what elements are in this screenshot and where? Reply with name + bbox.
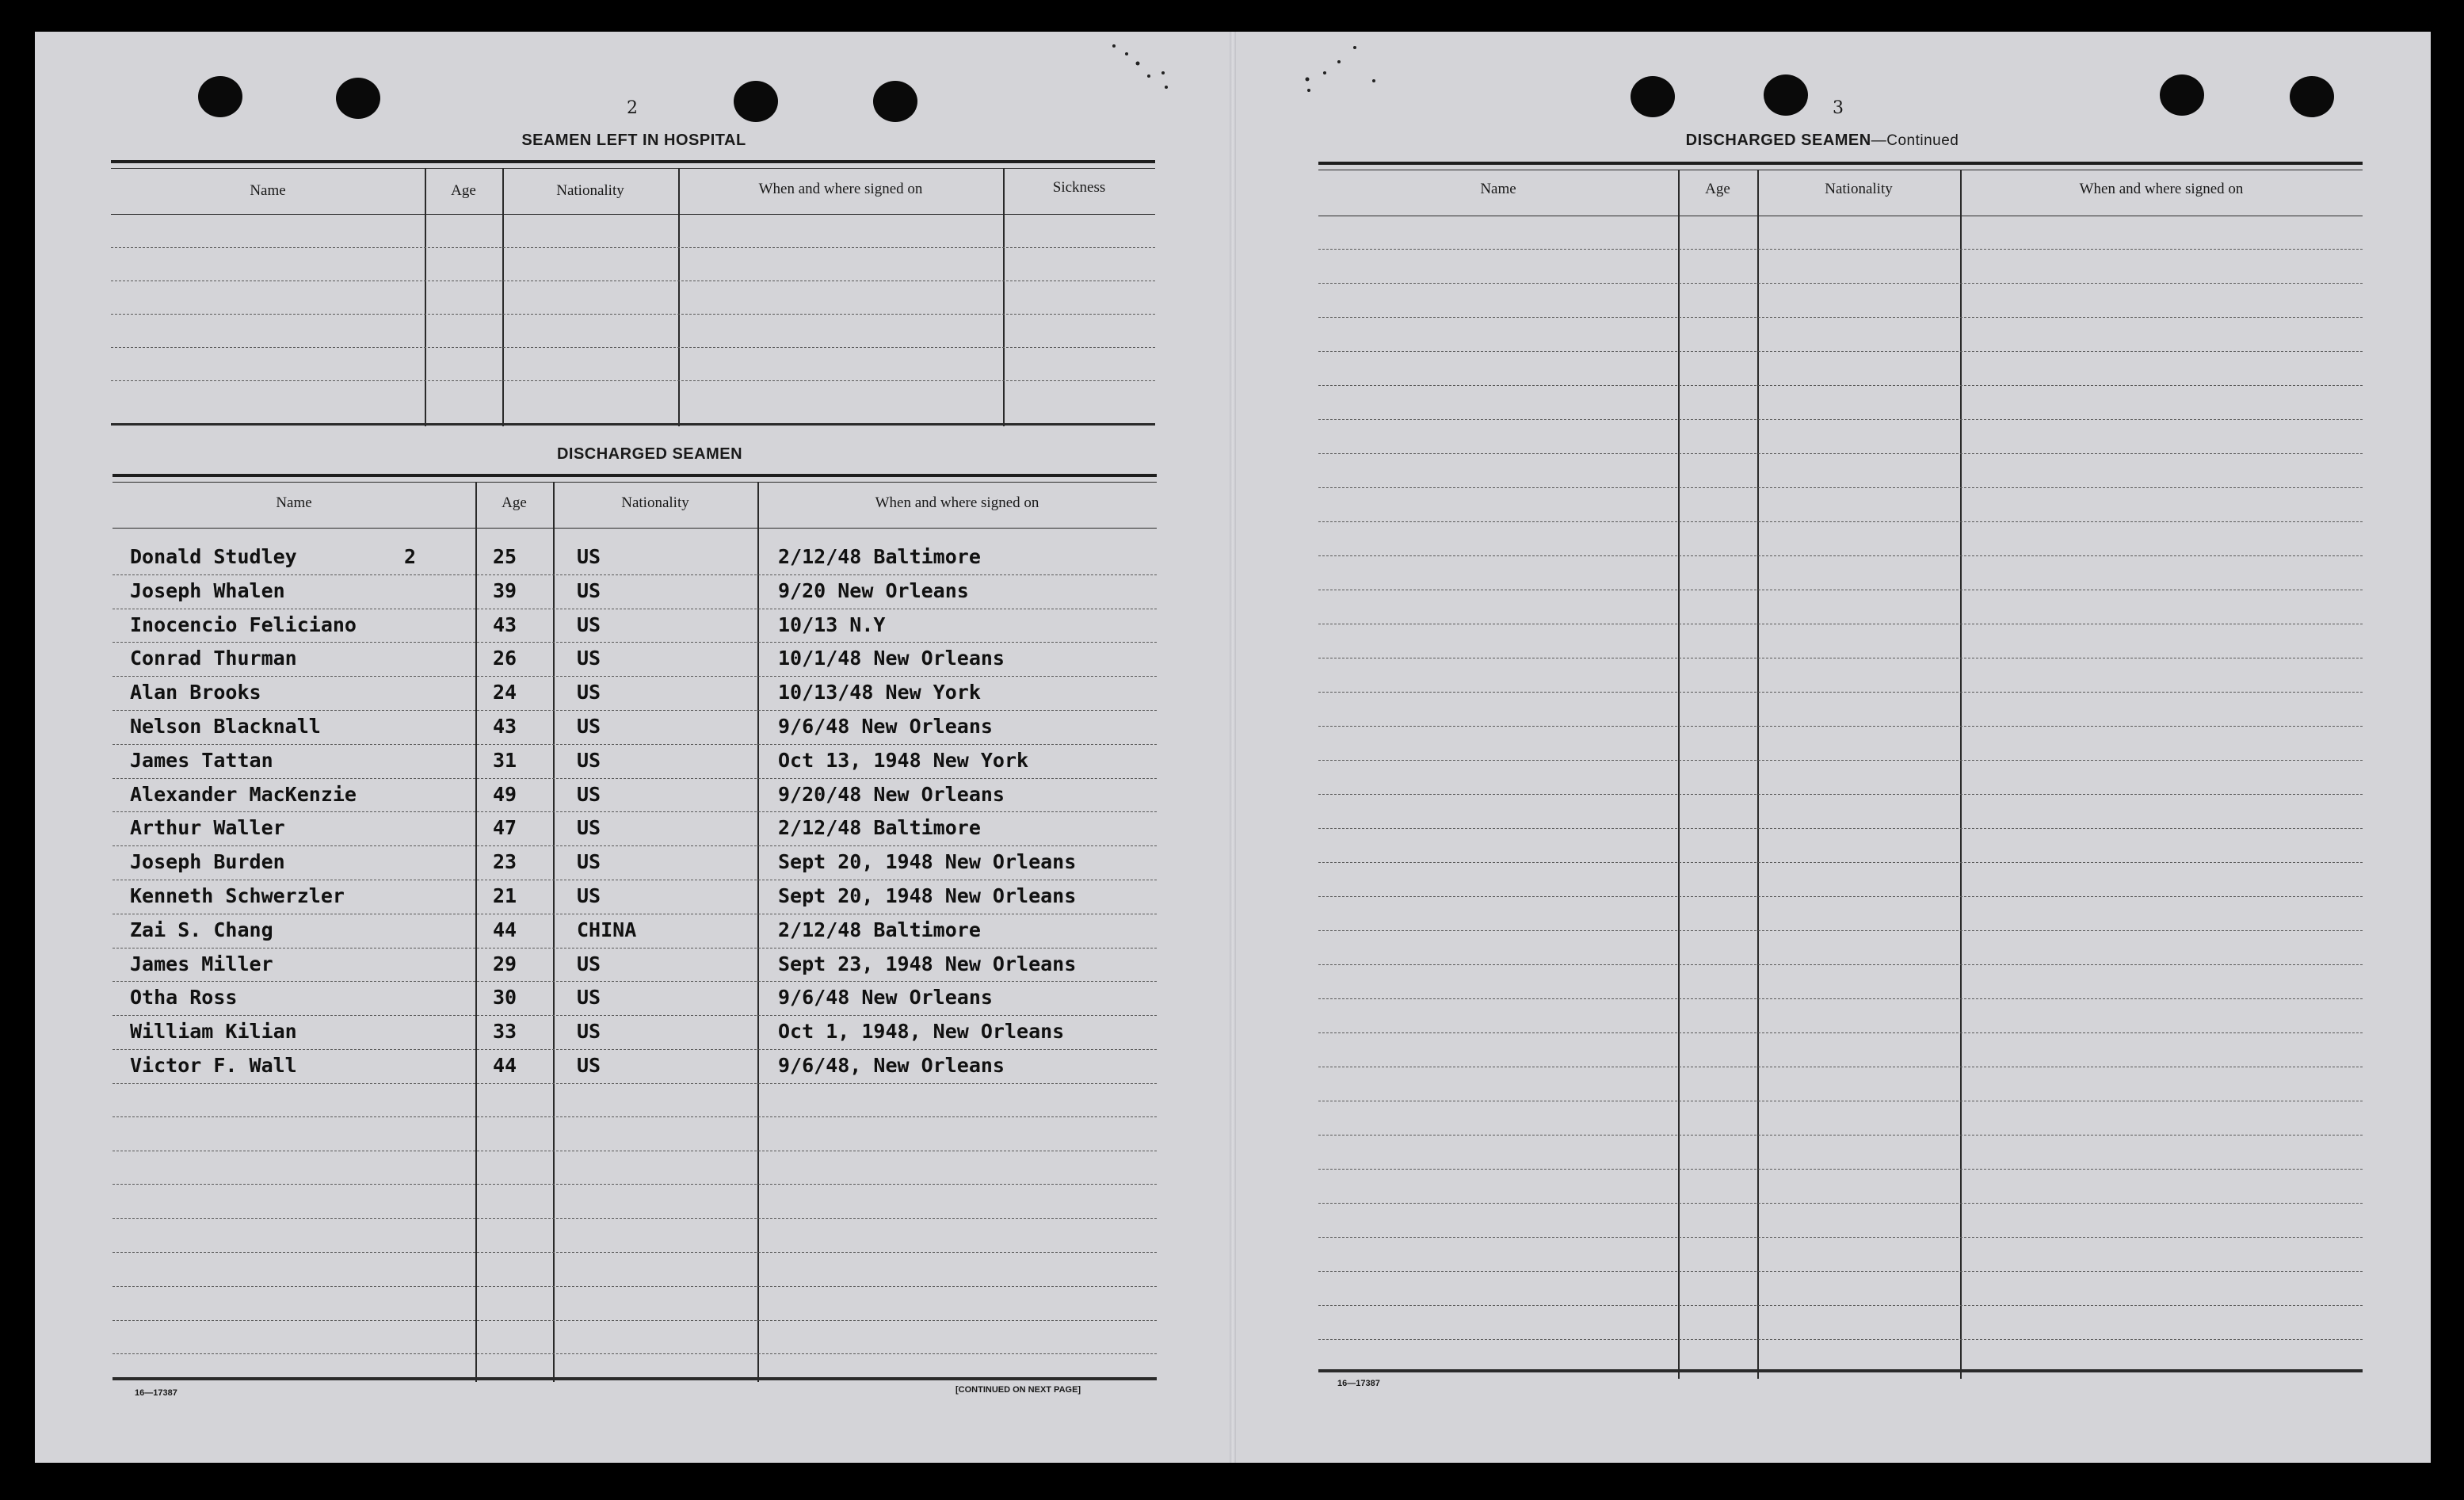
seaman-nationality: US: [577, 850, 601, 874]
seaman-signed-on: 2/12/48 Baltimore: [778, 918, 981, 941]
hospital-section-title: SEAMEN LEFT IN HOSPITAL: [521, 132, 746, 149]
seaman-name: James Tattan: [130, 748, 273, 772]
seaman-signed-on: 9/20/48 New Orleans: [778, 782, 1005, 806]
seaman-signed-on: 2/12/48 Baltimore: [778, 545, 981, 568]
seaman-age: 29: [493, 952, 517, 975]
seaman-age: 43: [493, 613, 517, 636]
table-row: [113, 578, 1157, 612]
seaman-age: 44: [493, 918, 517, 941]
punch-hole: [734, 81, 778, 122]
seaman-age: 26: [493, 647, 517, 670]
discharged-continued-suffix: —Continued: [1871, 132, 1959, 149]
seaman-nationality: US: [577, 884, 601, 907]
seaman-age: 33: [493, 1020, 517, 1044]
table-row: [113, 781, 1157, 815]
seaman-age: 43: [493, 715, 517, 738]
ink-specks: [1093, 35, 1394, 98]
punch-hole: [1631, 76, 1675, 117]
seaman-age: 47: [493, 816, 517, 840]
seaman-nationality: US: [577, 986, 601, 1010]
seaman-name: Donald Studley: [130, 545, 297, 568]
seaman-name: Conrad Thurman: [130, 647, 297, 670]
table-row: [113, 1052, 1157, 1086]
seaman-signed-on: 9/6/48 New Orleans: [778, 715, 993, 738]
seaman-age: 39: [493, 578, 517, 602]
table-row: [113, 645, 1157, 679]
discharged-continued-table: [1318, 158, 2363, 1371]
table-row: [113, 1018, 1157, 1052]
seaman-age: 23: [493, 850, 517, 874]
seaman-name: Victor F. Wall: [130, 1054, 297, 1077]
table-row: [113, 849, 1157, 883]
punch-hole: [873, 81, 917, 122]
table-row: [113, 679, 1157, 713]
seaman-name: James Miller: [130, 952, 273, 975]
discharged-section-title: DISCHARGED SEAMEN: [556, 445, 743, 463]
hospital-header-age: Age: [451, 182, 476, 199]
table-row: [113, 883, 1157, 917]
seaman-signed-on: 10/13 N.Y: [778, 613, 886, 636]
punch-hole: [336, 78, 380, 119]
hospital-header-signed-on: When and where signed on: [758, 181, 923, 197]
seaman-nationality: CHINA: [577, 918, 637, 941]
table-row: [113, 951, 1157, 985]
seaman-nationality: US: [577, 782, 601, 806]
seaman-signed-on: Sept 20, 1948 New Orleans: [778, 884, 1077, 907]
seaman-age: 24: [493, 681, 517, 704]
continued-note: [CONTINUED ON NEXT PAGE]: [955, 1385, 1081, 1395]
seaman-age: 44: [493, 1054, 517, 1077]
seaman-name: William Kilian: [130, 1020, 297, 1044]
seaman-age: 31: [493, 748, 517, 772]
seaman-nationality: US: [577, 578, 601, 602]
hospital-header-sickness: Sickness: [1052, 179, 1106, 196]
seaman-name: Kenneth Schwerzler: [130, 884, 345, 907]
table-row: [113, 612, 1157, 646]
seaman-signed-on: 9/6/48, New Orleans: [778, 1054, 1005, 1077]
seaman-age: 30: [493, 986, 517, 1010]
seaman-mark: 2: [404, 545, 417, 568]
seaman-age: 25: [493, 545, 517, 568]
continued-header-age: Age: [1705, 181, 1730, 197]
discharged-continued-title: [1632, 132, 2012, 150]
punch-hole: [198, 76, 242, 117]
seaman-nationality: US: [577, 715, 601, 738]
punch-hole: [1764, 74, 1808, 116]
seaman-name: Joseph Burden: [130, 850, 285, 874]
form-number: 16—17387: [1337, 1379, 1380, 1388]
seaman-nationality: US: [577, 647, 601, 670]
table-row: [113, 984, 1157, 1018]
hospital-header-nationality: Nationality: [556, 182, 624, 199]
seaman-name: Alan Brooks: [130, 681, 261, 704]
table-row: [113, 747, 1157, 781]
table-row: [113, 544, 1157, 578]
seaman-nationality: US: [577, 748, 601, 772]
discharged-table: [113, 472, 1157, 1377]
form-number: 16—17387: [135, 1388, 177, 1398]
seaman-nationality: US: [577, 1020, 601, 1044]
seaman-nationality: US: [577, 681, 601, 704]
seaman-signed-on: Sept 20, 1948 New Orleans: [778, 850, 1077, 874]
hospital-table: [111, 158, 1155, 425]
seaman-signed-on: 2/12/48 Baltimore: [778, 816, 981, 840]
discharged-header-signed-on: When and where signed on: [875, 494, 1039, 511]
table-row: [113, 713, 1157, 747]
punch-hole: [2160, 74, 2204, 116]
seaman-name: Otha Ross: [130, 986, 238, 1010]
continued-header-signed-on: When and where signed on: [2079, 181, 2244, 197]
seaman-name: Inocencio Feliciano: [130, 613, 357, 636]
seaman-name: Nelson Blacknall: [130, 715, 321, 738]
table-row: [113, 815, 1157, 849]
seaman-signed-on: 9/20 New Orleans: [778, 578, 969, 602]
page-number: 3: [1833, 98, 1844, 118]
seaman-nationality: US: [577, 816, 601, 840]
seaman-signed-on: Oct 13, 1948 New York: [778, 748, 1029, 772]
table-row: [113, 917, 1157, 951]
seaman-nationality: US: [577, 545, 601, 568]
seaman-signed-on: 10/1/48 New Orleans: [778, 647, 1005, 670]
seaman-age: 21: [493, 884, 517, 907]
seaman-signed-on: 9/6/48 New Orleans: [778, 986, 993, 1010]
seaman-nationality: US: [577, 1054, 601, 1077]
seaman-nationality: US: [577, 613, 601, 636]
punch-hole: [2290, 76, 2334, 117]
seaman-signed-on: 10/13/48 New York: [778, 681, 981, 704]
seaman-age: 49: [493, 782, 517, 806]
discharged-continued-title-main: DISCHARGED SEAMEN: [1685, 132, 1871, 149]
seaman-name: Joseph Whalen: [130, 578, 285, 602]
page-number: 2: [627, 98, 638, 118]
seaman-name: Alexander MacKenzie: [130, 782, 357, 806]
discharged-header-name: Name: [276, 494, 312, 511]
seaman-name: Arthur Waller: [130, 816, 285, 840]
discharged-header-age: Age: [502, 494, 527, 511]
seaman-nationality: US: [577, 952, 601, 975]
discharged-header-nationality: Nationality: [621, 494, 689, 511]
hospital-header-name: Name: [250, 182, 286, 199]
seaman-signed-on: Sept 23, 1948 New Orleans: [778, 952, 1077, 975]
continued-header-name: Name: [1480, 181, 1516, 197]
seaman-signed-on: Oct 1, 1948, New Orleans: [778, 1020, 1065, 1044]
seaman-name: Zai S. Chang: [130, 918, 273, 941]
page-fold: [1230, 32, 1236, 1463]
continued-header-nationality: Nationality: [1825, 181, 1893, 197]
